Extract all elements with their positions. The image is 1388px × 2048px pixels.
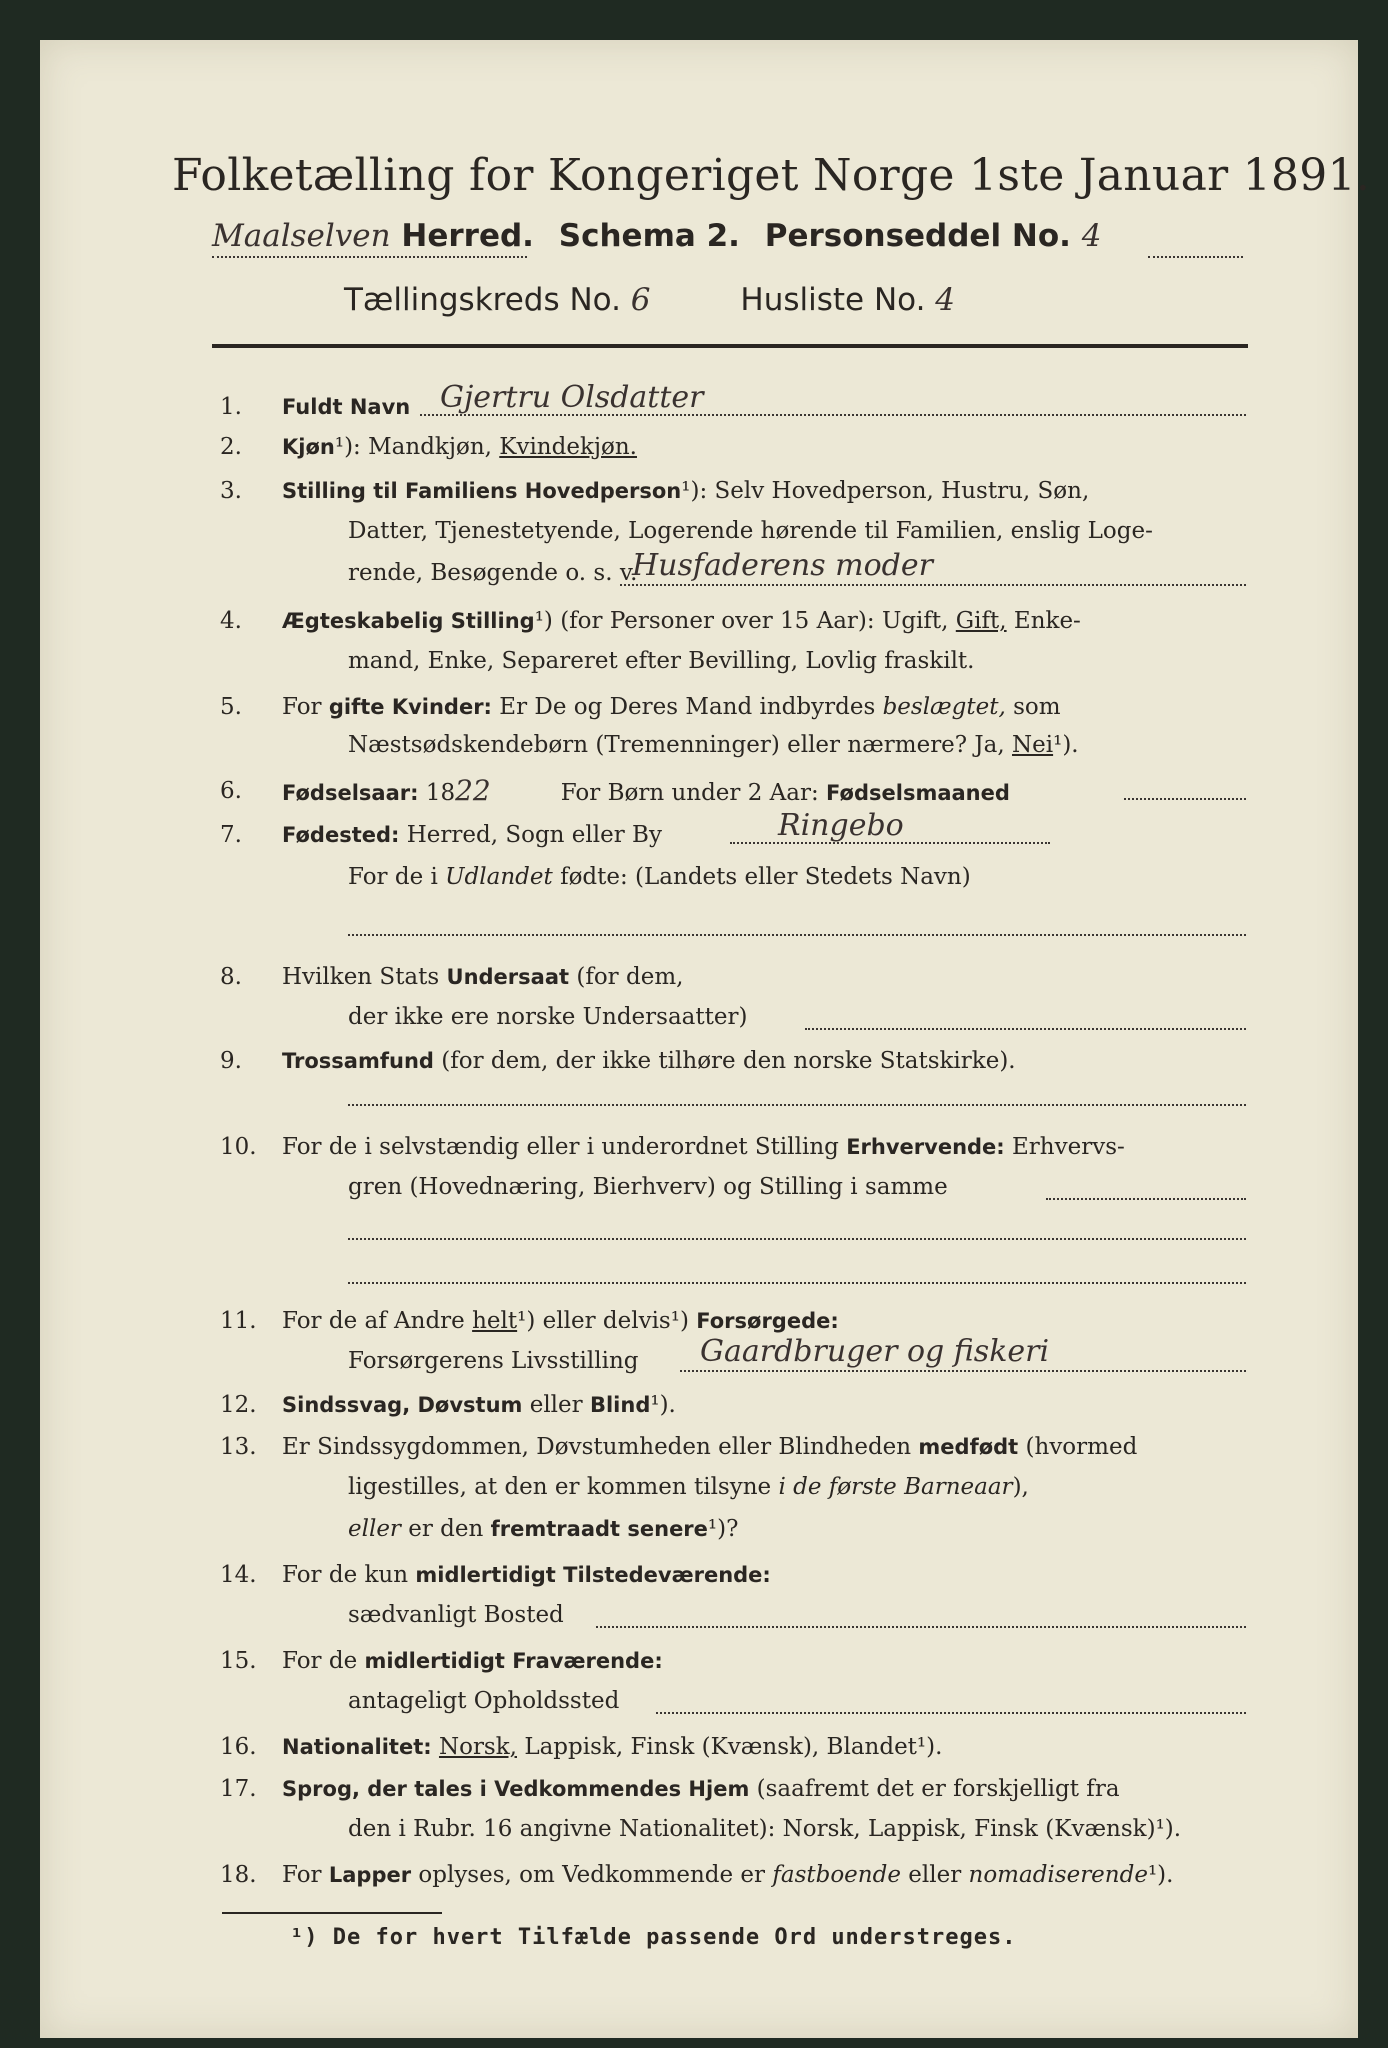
item-label: Sprog, der tales i Vedkommendes Hjem xyxy=(282,1777,750,1801)
item-italic: i de første Barneaar xyxy=(778,1474,1013,1500)
item-number: 8. xyxy=(220,964,242,990)
item-mid: eller xyxy=(529,1392,583,1418)
item-8-line-2: der ikke ere norske Undersaatter) xyxy=(348,1004,748,1030)
item-11-line-2: Forsørgerens Livsstilling xyxy=(348,1348,639,1374)
item-end: ¹). xyxy=(1147,1862,1174,1888)
item-pre: Hvilken Stats xyxy=(282,964,440,990)
item-label: Trossamfund xyxy=(282,1049,434,1073)
item-7-text: For de i xyxy=(348,864,438,890)
item-text xyxy=(282,1432,1137,1462)
item-label: Ægteskabelig Stilling xyxy=(282,609,535,633)
usual-residence-dots xyxy=(596,1626,1246,1628)
item-text xyxy=(282,820,662,850)
herred-name: Maalselven xyxy=(212,218,391,254)
item-number: 2. xyxy=(220,434,242,460)
schema-label: Schema 2. xyxy=(558,218,740,254)
birthplace-value: Ringebo xyxy=(778,808,904,843)
item-number: 3. xyxy=(220,478,242,504)
header-line-2 xyxy=(344,282,955,318)
item-rest: (for dem, der ikke tilhøre den norske Statskirke). xyxy=(441,1048,1016,1074)
kreds-label: Tællingskreds No. xyxy=(344,282,621,318)
item-label-2: Fødselsmaaned xyxy=(826,781,1010,805)
selected-option: helt xyxy=(472,1308,518,1334)
footnote: ¹) De for hvert Tilfælde passende Ord understreges. xyxy=(290,1925,1017,1950)
item-15-line-2: antageligt Opholdssted xyxy=(348,1688,620,1714)
item-number: 15. xyxy=(220,1648,257,1674)
item-label: Fødselsaar: xyxy=(282,781,419,805)
item-rest: Er De og Deres Mand indbyrdes xyxy=(499,694,876,720)
item-pre: For de i selvstændig eller i underordnet Stilling xyxy=(282,1134,839,1160)
stay-place-dots xyxy=(656,1712,1246,1714)
item-17-line-2: den i Rubr. 16 angivne Nationalitet): Norsk, Lappisk, Finsk (Kvænsk)¹). xyxy=(348,1816,1182,1842)
item-number: 12. xyxy=(220,1392,257,1418)
item-label: Undersaat xyxy=(446,965,570,989)
item-5-text: Næstsødskendebørn (Tremenninger) eller nærmere? Ja, xyxy=(348,732,1005,758)
item-13-end: ¹)? xyxy=(707,1516,739,1542)
item-pre: Er Sindssygdommen, Døvstumheden eller Blindheden xyxy=(282,1434,912,1460)
item-text xyxy=(282,476,1089,506)
item-italic: Udlandet xyxy=(445,864,553,890)
item-number: 9. xyxy=(220,1048,242,1074)
item-number: 11. xyxy=(220,1308,257,1334)
item-rest: Lappisk, Finsk (Kvænsk), Blandet¹). xyxy=(524,1734,943,1760)
item-5-line-2 xyxy=(348,732,1079,758)
item-14-line-2: sædvanligt Bosted xyxy=(348,1602,564,1628)
item-number: 17. xyxy=(220,1776,257,1802)
birthplace-dots xyxy=(730,842,1050,844)
item-3-line-2: Datter, Tjenestetyende, Logerende hørende til Familien, enslig Loge- xyxy=(348,518,1153,544)
header-rule xyxy=(212,344,1248,348)
husliste-label: Husliste No. xyxy=(740,282,926,318)
item-label: Kjøn xyxy=(282,435,335,459)
herred-label: Herred. xyxy=(401,218,534,254)
item-pre: For xyxy=(282,694,322,720)
item-rest: Herred, Sogn eller By xyxy=(406,822,662,848)
item-number: 1. xyxy=(220,394,242,420)
item-pre: For de af Andre xyxy=(282,1308,465,1334)
item-label: Erhvervende: xyxy=(846,1135,1005,1159)
item-text xyxy=(282,1732,942,1762)
item-label: Fødested: xyxy=(282,823,400,847)
item-3-line-3: rende, Besøgende o. s. v. xyxy=(348,560,638,586)
item-label: Forsørgede: xyxy=(696,1309,839,1333)
item-number: 4. xyxy=(220,608,242,634)
item-13-italic: eller xyxy=(348,1516,401,1542)
item-rest: Erhvervs- xyxy=(1012,1134,1125,1160)
item-rest: ¹) eller delvis¹) xyxy=(517,1308,689,1334)
item-5-text-end: ¹). xyxy=(1053,732,1079,758)
herred-dots xyxy=(212,256,527,258)
item-label: midlertidigt Tilstedeværende: xyxy=(415,1563,771,1587)
item-number: 16. xyxy=(220,1734,257,1760)
item-text xyxy=(282,1646,663,1676)
item-rest: ¹): Mandkjøn, xyxy=(334,434,492,460)
full-name-value: Gjertru Olsdatter xyxy=(440,380,704,415)
item-rest: ¹). xyxy=(650,1392,676,1418)
item-text xyxy=(282,692,1061,722)
footnote-rule xyxy=(222,1912,442,1914)
husliste-number: 4 xyxy=(935,282,956,318)
item-text xyxy=(282,392,410,422)
item-text xyxy=(282,1774,1120,1804)
selected-option: Norsk, xyxy=(438,1734,517,1760)
foreign-birthplace-dots xyxy=(348,934,1246,936)
birth-year-value: 22 xyxy=(455,774,491,807)
item-mid: eller xyxy=(908,1862,962,1888)
item-number: 14. xyxy=(220,1562,257,1588)
personseddel-number: 4 xyxy=(1081,218,1102,254)
personseddel-dots xyxy=(1148,256,1243,258)
item-label: gifte Kvinder: xyxy=(328,695,492,719)
item-italic-2: nomadiserende xyxy=(968,1862,1148,1888)
item-rest-2: som xyxy=(1013,694,1061,720)
selected-option: Gift, xyxy=(955,608,1007,634)
provider-occupation-value: Gaardbruger og fiskeri xyxy=(700,1334,1050,1369)
item-text xyxy=(282,1046,1016,1076)
item-text xyxy=(282,1560,771,1590)
item-text xyxy=(282,432,637,462)
item-text xyxy=(282,1860,1173,1890)
item-rest: oplyses, om Vedkommende er xyxy=(418,1862,766,1888)
item-italic: fastboende xyxy=(772,1862,901,1888)
page-title: Folketælling for Kongeriget Norge 1ste Januar 1891. xyxy=(172,150,1371,201)
item-number: 18. xyxy=(220,1862,257,1888)
personseddel-label: Personseddel No. xyxy=(764,218,1071,254)
year-prefix: 18 xyxy=(425,780,456,806)
item-number: 5. xyxy=(220,694,242,720)
item-4-line-2: mand, Enke, Separeret efter Bevilling, Lovlig fraskilt. xyxy=(348,648,975,674)
item-pre: For xyxy=(282,1862,322,1888)
item-text xyxy=(282,776,1010,808)
item-number: 13. xyxy=(220,1434,257,1460)
item-rest-2: Enke- xyxy=(1013,608,1081,634)
birth-month-dots xyxy=(1124,798,1246,800)
occupation-dots-3 xyxy=(348,1282,1246,1284)
item-text xyxy=(282,1390,676,1420)
family-position-value: Husfaderens moder xyxy=(632,548,933,583)
item-rest: For Børn under 2 Aar: xyxy=(560,780,819,806)
item-italic: beslægtet, xyxy=(882,694,1006,720)
item-label: Sindssvag, Døvstum xyxy=(282,1393,523,1417)
item-7-text-end: fødte: (Landets eller Stedets Navn) xyxy=(560,864,971,890)
header-line-1 xyxy=(212,218,1101,254)
selected-option: Kvindekjøn. xyxy=(499,434,637,460)
item-label: midlertidigt Fraværende: xyxy=(364,1649,663,1673)
item-text xyxy=(282,962,683,992)
item-text xyxy=(282,1306,839,1336)
item-10-line-2: gren (Hovednæring, Bierhverv) og Stilling i samme xyxy=(348,1174,948,1200)
item-rest: ¹) (for Personer over 15 Aar): Ugift, xyxy=(534,608,949,634)
item-13-text-end: ), xyxy=(1012,1474,1029,1500)
full-name-dots xyxy=(420,414,1246,416)
selected-option: Nei xyxy=(1012,732,1054,758)
item-text xyxy=(282,1132,1125,1162)
kreds-number: 6 xyxy=(630,282,651,318)
item-rest: (hvormed xyxy=(1025,1434,1138,1460)
item-number: 7. xyxy=(220,822,242,848)
item-number: 10. xyxy=(220,1134,257,1160)
item-label-2: Blind xyxy=(589,1393,651,1417)
item-pre: For de kun xyxy=(282,1562,409,1588)
item-label: Fuldt Navn xyxy=(282,395,411,419)
item-rest: (saafremt det er forskjelligt fra xyxy=(756,1776,1120,1802)
item-label: Stilling til Familiens Hovedperson xyxy=(282,479,682,503)
item-pre: For de xyxy=(282,1648,358,1674)
item-label-2: fremtraadt senere xyxy=(490,1517,708,1541)
item-13-line-3 xyxy=(348,1516,738,1542)
item-number: 6. xyxy=(220,778,242,804)
item-7-line-2 xyxy=(348,864,971,890)
item-13-line-2 xyxy=(348,1474,1029,1500)
citizenship-dots xyxy=(805,1028,1246,1030)
family-position-dots xyxy=(620,584,1246,586)
item-rest: ¹): Selv Hovedperson, Hustru, Søn, xyxy=(681,478,1090,504)
religion-dots xyxy=(348,1104,1246,1106)
item-label: medfødt xyxy=(918,1435,1019,1459)
item-rest: (for dem, xyxy=(576,964,684,990)
item-label: Lapper xyxy=(328,1863,412,1887)
item-13-text: ligestilles, at den er kommen tilsyne xyxy=(348,1474,772,1500)
item-text xyxy=(282,606,1081,636)
occupation-dots-2 xyxy=(348,1238,1246,1240)
provider-dots xyxy=(680,1370,1246,1372)
item-label: Nationalitet: xyxy=(282,1735,432,1759)
occupation-dots-1 xyxy=(1046,1198,1246,1200)
item-13-text-3: er den xyxy=(408,1516,484,1542)
